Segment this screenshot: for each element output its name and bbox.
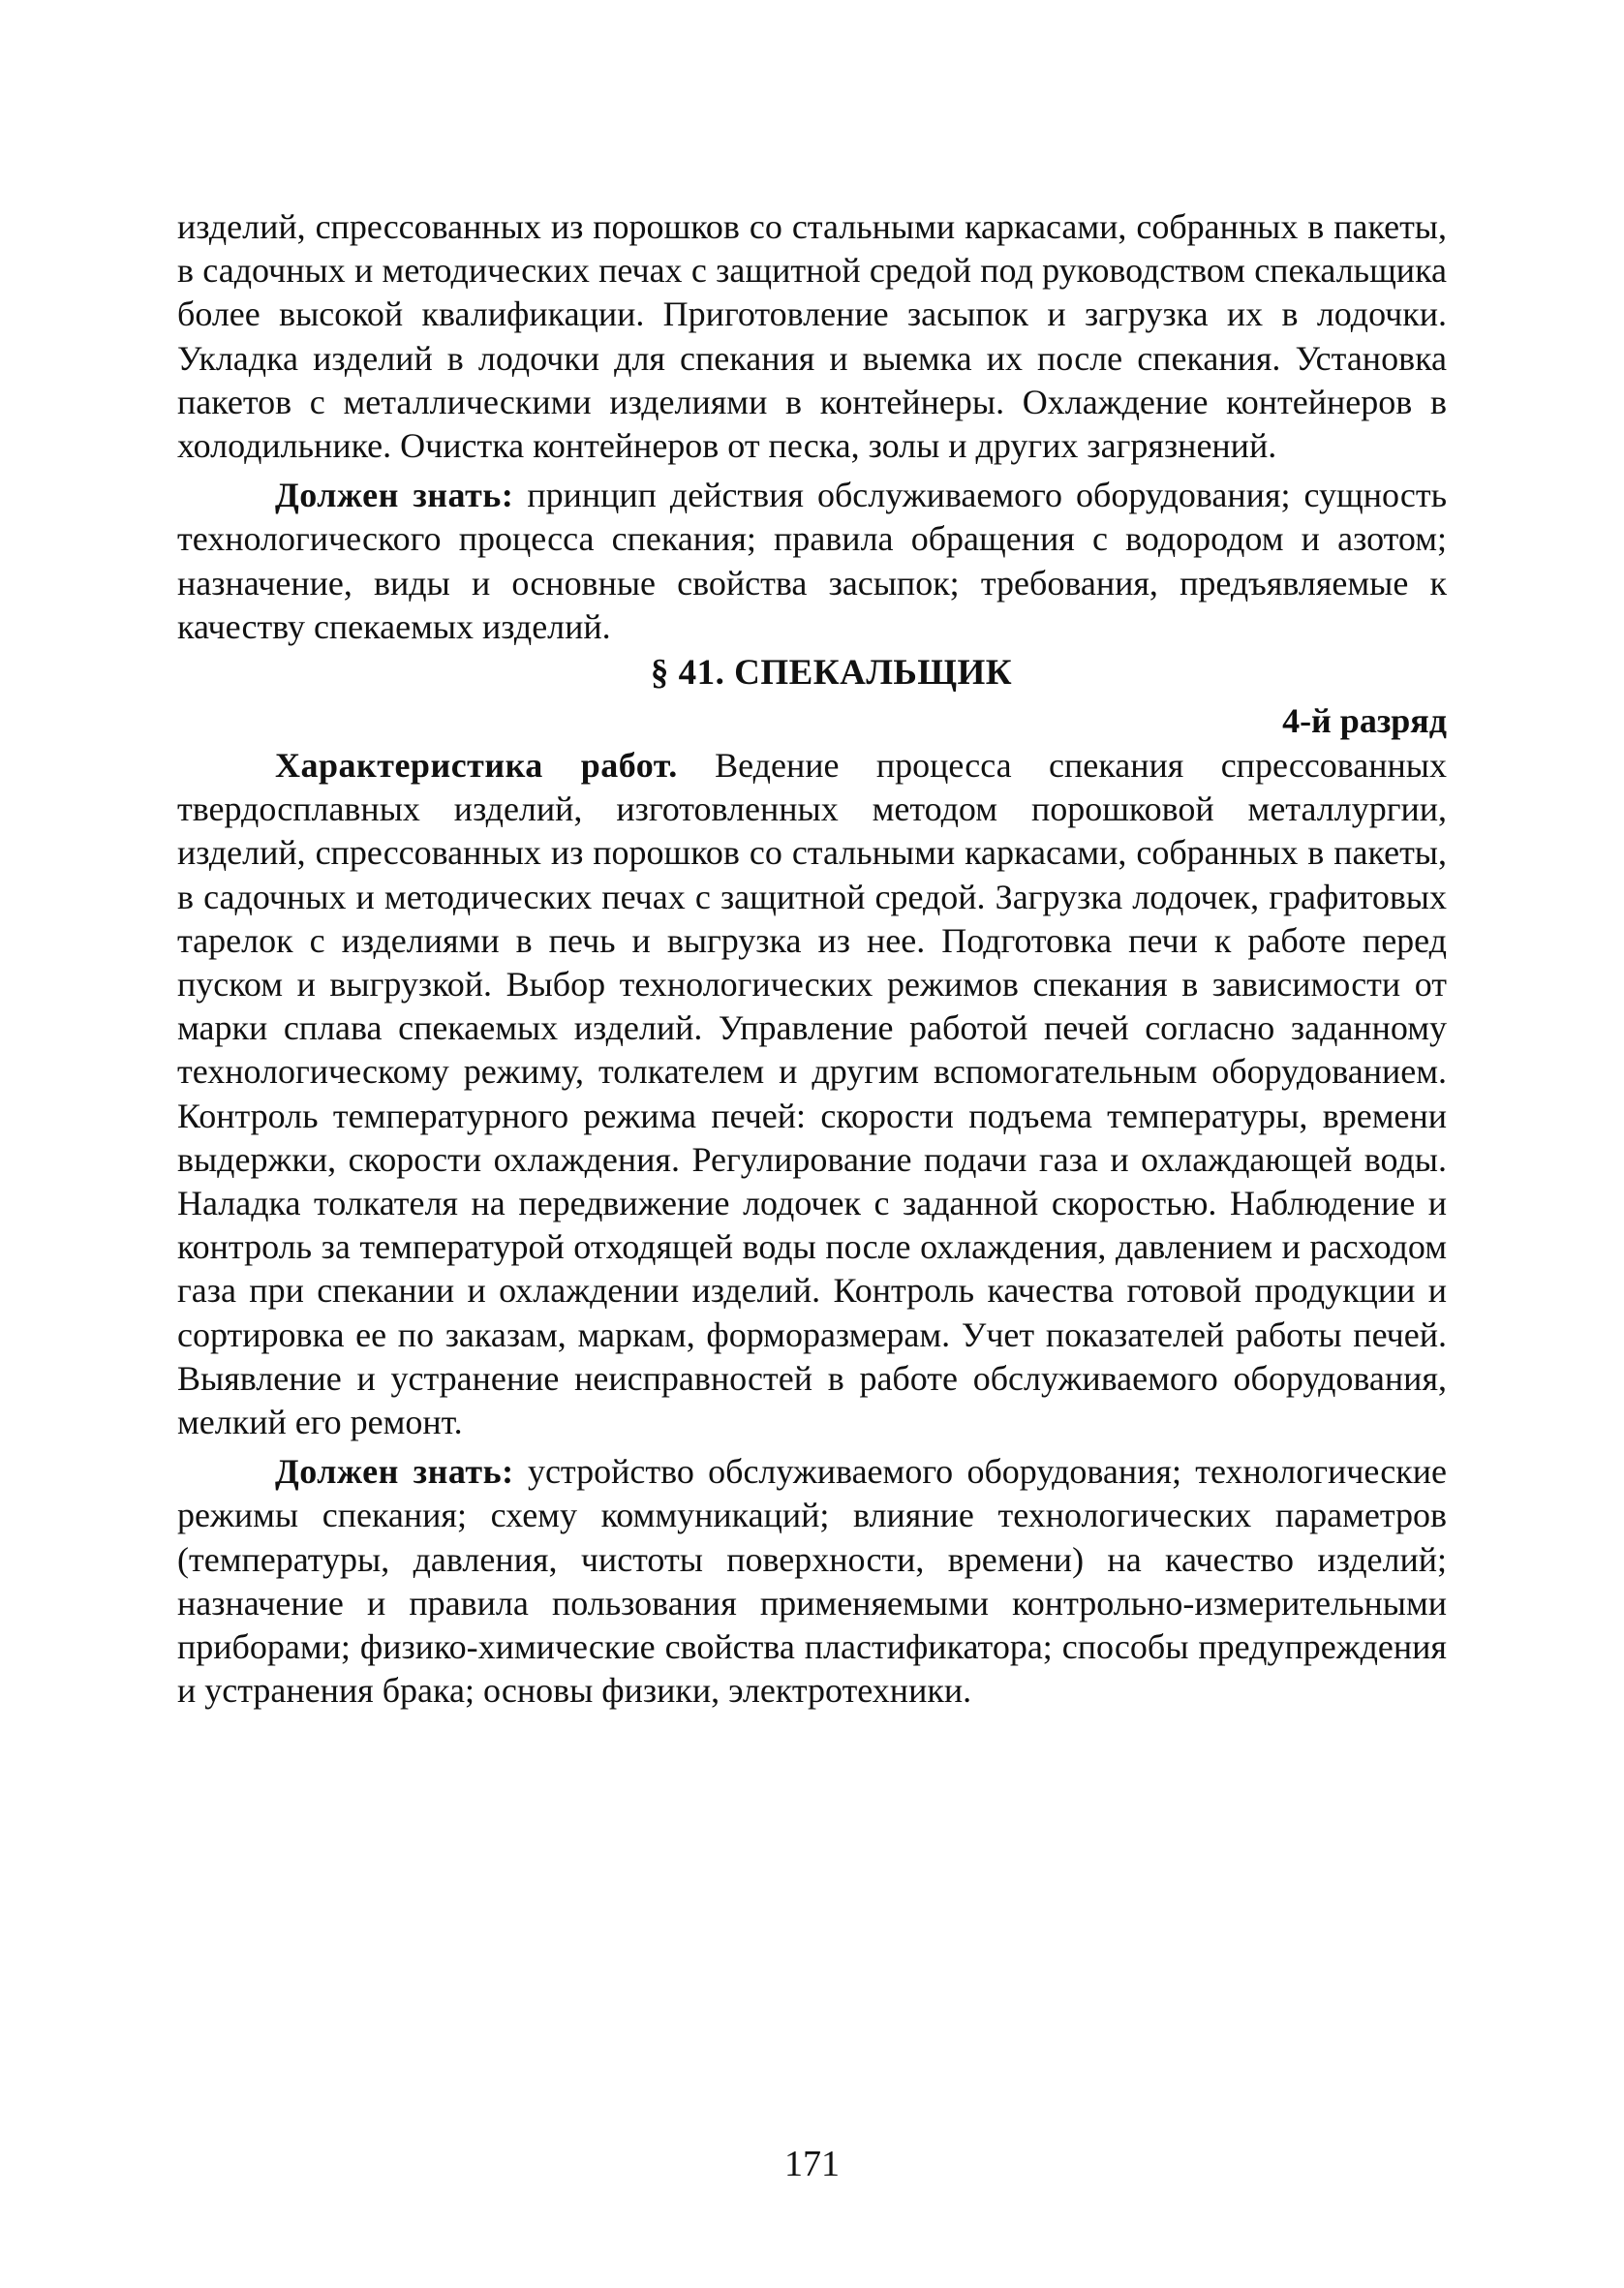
section-knowledge-paragraph — [177, 1450, 1447, 1713]
knowledge-text: принцип действия обслуживаемого оборудования; сущность технологического процесса спекания; правила обращения с водородом и азотом; назначение, виды и основные свойства засыпок; требования, предъявляемые к качеству спекаемых изделий. — [177, 476, 1448, 646]
work-characteristics-text: Ведение процесса спекания спрессованных твердосплавных изделий, изготовленных методом порошковой металлургии, изделий, спрессованных из порошков со стальными каркасами, собранных в пакеты, в садочных и методических печах с защитной средой. Загрузка лодочек, графитовых тарелок с изделиями в печь и выгрузка из нее. Подготовка печи к работе перед пуском и выгрузкой. Выбор технологических режимов спекания в зависимости от марки сплава спекаемых изделий. Управление работой печей согласно заданному технологическому режиму, толкателем и другим вспомогательным оборудованием. Контроль температурного режима печей: скорости подъема температуры, времени выдержки, скорости охлаждения. Регулирование подачи газа и охлаждающей воды. Наладка толкателя на передвижение лодочек с заданной скоростью. Наблюдение и контроль за температурой отходящей воды после охлаждения, давлением и расходом газа при спекании и охлаждении изделий. Контроль качества готовой продукции и сортировка ее по заказам, маркам, форморазмерам. Учет показателей работы печей. Выявление и устранение неисправностей в работе обслуживаемого оборудования, мелкий его ремонт. — [177, 746, 1447, 1442]
grade-label: 4-й разряд — [1282, 701, 1447, 741]
knowledge-paragraph — [177, 474, 1447, 649]
text-column — [177, 205, 1447, 1714]
page-number: 171 — [784, 2144, 840, 2184]
continuation-paragraph: изделий, спрессованных из порошков со стальными каркасами, собранных в пакеты, в садочных и методических печах с защитной средой под руководством спекальщика более высокой квалификации. Приготовление засыпок и загрузка их в лодочки. Укладка изделий в лодочки для спекания и выемка их после спекания. Установка пакетов с металлическими изделиями в контейнеры. Охлаждение контейнеров в холодильнике. Очистка контейнеров от песка, золы и других загрязнений. — [177, 207, 1447, 466]
section-knowledge-lead: Должен знать: — [275, 1452, 514, 1492]
section-knowledge-text: устройство обслуживаемого оборудования; технологические режимы спекания; схему коммуникаций; влияние технологических параметров (температуры, давления, чистоты поверхности, времени) на качество изделий; назначение и правила пользования применяемыми контрольно-измерительными приборами; физико-химические свойства пластификатора; способы предупреждения и устранения брака; основы физики, электротехники. — [177, 1452, 1448, 1711]
section-heading: § 41. СПЕКАЛЬЩИК — [650, 653, 1013, 694]
work-characteristics-paragraph — [177, 744, 1447, 1444]
work-characteristics-lead: Характеристика работ. — [275, 746, 678, 786]
knowledge-lead: Должен знать: — [275, 476, 514, 515]
